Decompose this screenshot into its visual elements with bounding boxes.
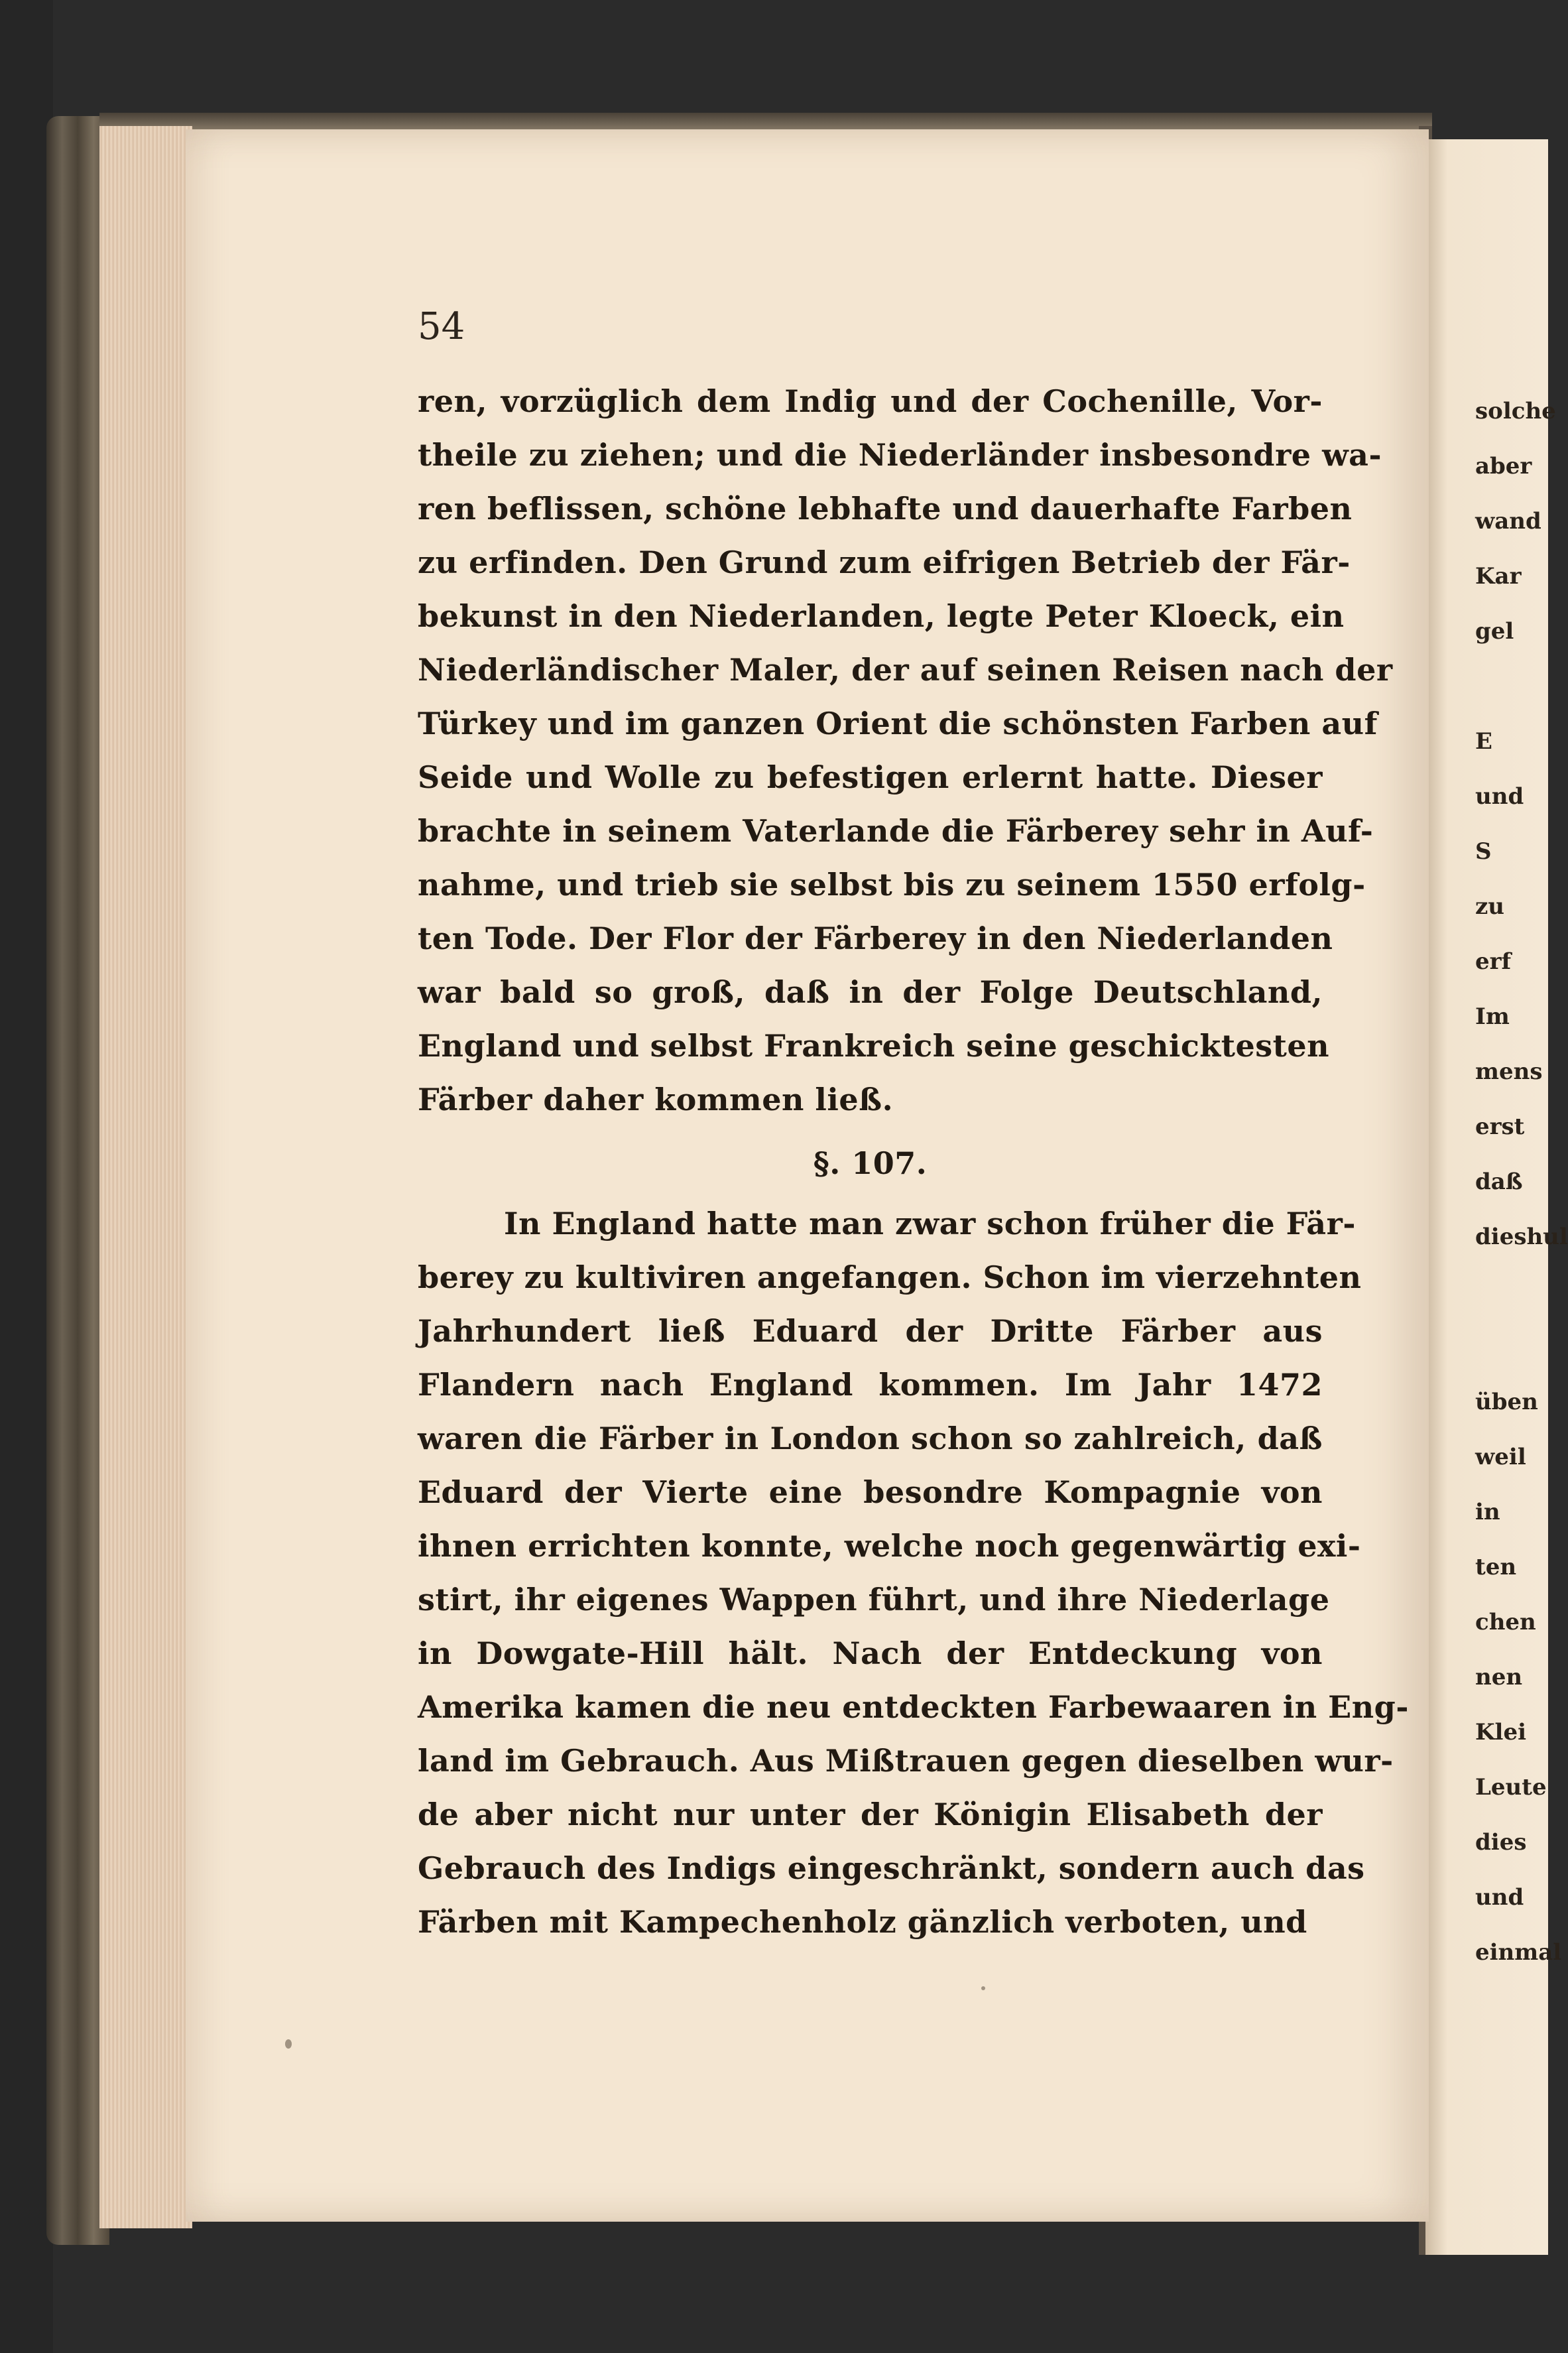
facing-page-fragment: erf — [1475, 948, 1512, 975]
text-line: Türkey und im ganzen Orient die schönsten Farben auf — [418, 706, 1378, 741]
text-line: brachte in seinem Vaterlande die Färberey sehr in Auf- — [418, 813, 1374, 849]
text-line: land im Gebrauch. Aus Mißtrauen gegen dieselben wur- — [418, 1743, 1394, 1779]
text-line: Seide und Wolle zu befestigen erlernt hatte. Dieser — [418, 759, 1323, 795]
facing-page-fragment: und — [1475, 783, 1524, 810]
facing-page-fragment: dieshul — [1475, 1224, 1568, 1250]
text-line: England und selbst Frankreich seine geschicktesten — [418, 1028, 1330, 1064]
text-line: ihnen errichten konnte, welche noch gegenwärtig exi- — [418, 1528, 1361, 1564]
facing-page-fragment: Kar — [1475, 563, 1522, 590]
paragraph-2 — [418, 1197, 1409, 1949]
facing-page-fragment: aber — [1475, 453, 1532, 479]
facing-page-fragment — [1475, 673, 1548, 702]
text-line: ten Tode. Der Flor der Färberey in den Niederlanden — [418, 921, 1333, 956]
text-line: Färber daher kommen ließ. — [418, 1082, 894, 1117]
text-line: Amerika kamen die neu entdeckten Farbewaaren in Eng- — [418, 1689, 1409, 1725]
facing-page-fragment: erst — [1475, 1113, 1525, 1140]
text-line: bekunst in den Niederlanden, legte Peter Kloeck, ein — [418, 598, 1345, 634]
facing-page-fragment: dies — [1475, 1829, 1527, 1856]
facing-page-fragment: S — [1475, 838, 1492, 865]
facing-page-fragment: einmal — [1475, 1939, 1562, 1966]
text-line: Flandern nach England kommen. Im Jahr 1472 — [418, 1367, 1323, 1403]
facing-page-fragment: üben — [1475, 1389, 1538, 1415]
paragraph-1 — [418, 375, 1393, 1127]
text-line: theile zu ziehen; und die Niederländer insbesondre wa- — [418, 437, 1382, 473]
facing-page-fragment: E — [1475, 728, 1492, 755]
text-line: berey zu kultiviren angefangen. Schon im vierzehnten — [418, 1259, 1362, 1295]
page-edges — [99, 126, 192, 2228]
text-line: Jahrhundert ließ Eduard der Dritte Färber aus — [418, 1313, 1323, 1349]
facing-page-fragment: zu — [1475, 893, 1505, 920]
text-line: de aber nicht nur unter der Königin Elisabeth der — [418, 1797, 1323, 1832]
text-line: nahme, und trieb sie selbst bis zu seinem 1550 erfolg- — [418, 867, 1366, 903]
section-heading: §. 107. — [813, 1145, 928, 1181]
facing-page-fragment: daß — [1475, 1169, 1523, 1195]
text-line: Niederländischer Maler, der auf seinen Reisen nach der — [418, 652, 1393, 688]
page-number: 54 — [418, 305, 465, 348]
text-body — [418, 375, 1409, 1949]
text-line: stirt, ihr eigenes Wappen führt, und ihre Niederlage — [418, 1582, 1330, 1618]
facing-page-fragment: Klei — [1475, 1719, 1527, 1746]
text-line: In England hatte man zwar schon früher die Fär- — [504, 1206, 1356, 1241]
facing-page-fragment — [1475, 1334, 1548, 1363]
backdrop — [0, 0, 53, 2353]
facing-page-fragment: ten — [1475, 1554, 1517, 1580]
facing-page-text — [1475, 398, 1568, 2023]
text-line: in Dowgate-Hill hält. Nach der Entdeckung von — [418, 1635, 1323, 1671]
text-line: war bald so groß, daß in der Folge Deutschland, — [418, 974, 1323, 1010]
text-line: ren beflissen, schöne lebhafte und dauerhafte Farben — [418, 491, 1353, 527]
facing-page-fragment: mens — [1475, 1058, 1543, 1085]
facing-page-fragment: nen — [1475, 1664, 1523, 1690]
facing-page-fragment: solche — [1475, 398, 1556, 424]
facing-page-fragment: weil — [1475, 1444, 1526, 1470]
text-line: Gebrauch des Indigs eingeschränkt, sondern auch das — [418, 1850, 1365, 1886]
facing-page-fragment: gel — [1475, 618, 1514, 645]
text-line: waren die Färber in London schon so zahlreich, daß — [418, 1421, 1323, 1456]
facing-page-fragment: Im — [1475, 1003, 1510, 1030]
text-line: ren, vorzüglich dem Indig und der Cochenille, Vor- — [418, 383, 1323, 419]
facing-page-fragment: und — [1475, 1884, 1524, 1911]
text-line: zu erfinden. Den Grund zum eifrigen Betrieb der Fär- — [418, 544, 1351, 580]
facing-page-fragment: chen — [1475, 1609, 1536, 1635]
text-line: Färben mit Kampechenholz gänzlich verboten, und — [418, 1904, 1307, 1940]
facing-page-fragment: in — [1475, 1499, 1500, 1525]
facing-page-fragment: wand — [1475, 508, 1541, 535]
facing-page-fragment: Leute — [1475, 1774, 1547, 1801]
facing-page-fragment — [1475, 1279, 1548, 1308]
text-line: Eduard der Vierte eine besondre Kompagnie von — [418, 1474, 1323, 1510]
